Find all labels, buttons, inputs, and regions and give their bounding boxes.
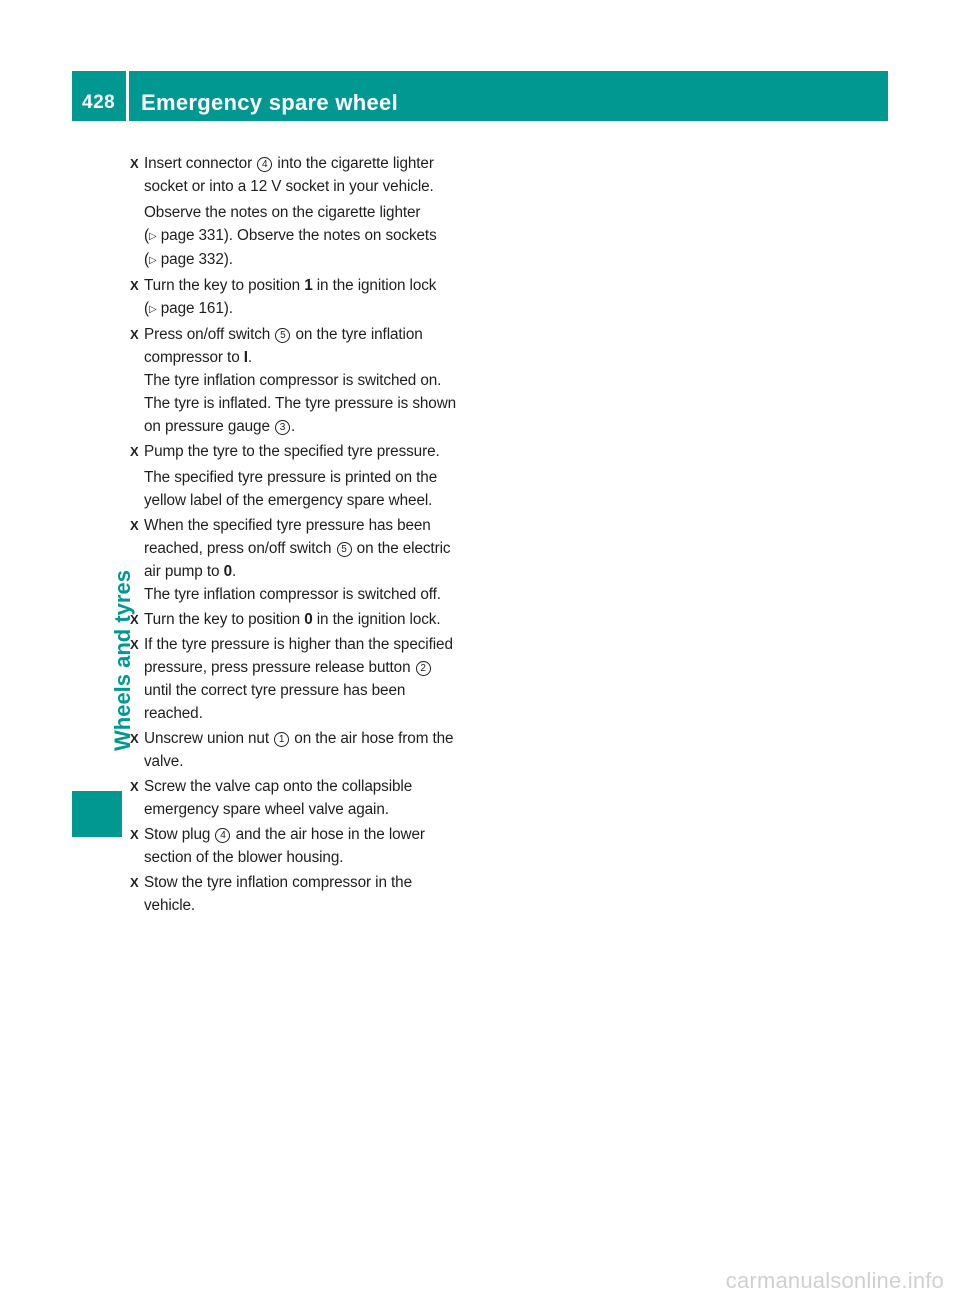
callout-number: 5 xyxy=(275,328,290,343)
page-ref-icon: ▷ xyxy=(149,304,157,315)
step-item xyxy=(130,274,462,321)
step-item xyxy=(130,440,462,512)
callout-number: 4 xyxy=(257,157,272,172)
callout-number: 3 xyxy=(275,420,290,435)
step-note: The specified tyre pressure is printed on the yellow label of the emergency spare wheel. xyxy=(144,469,438,509)
step-item xyxy=(130,871,462,917)
step-item xyxy=(130,775,462,821)
page-ref-link[interactable]: page 331 xyxy=(160,227,224,244)
step-item xyxy=(130,323,462,438)
step-item xyxy=(130,514,462,606)
page-ref-icon: ▷ xyxy=(149,255,157,266)
page-ref-link[interactable]: page 161 xyxy=(160,300,224,317)
watermark: carmanualsonline.info xyxy=(725,1268,944,1293)
step-text: X Press on/off switch 5 on the tyre inflation compressor to I. xyxy=(144,326,423,366)
page-number: 428 xyxy=(82,92,116,113)
step-note: Observe the notes on the cigarette lighter (▷ page 331). Observe the notes on sockets (▷ page 332). xyxy=(144,204,437,268)
page-ref-icon: ▷ xyxy=(149,231,157,242)
callout-number: 2 xyxy=(416,661,431,676)
step-text: X Stow plug 4 and the air hose in the lower section of the blower housing. xyxy=(144,826,425,866)
step-note: The tyre inflation compressor is switched on. The tyre is inflated. The tyre pressure is shown on pressure gauge 3 . xyxy=(144,372,457,435)
step-text: X If the tyre pressure is higher than the specified pressure, press pressure release button 2 until the correct tyre pressure has been reached. xyxy=(144,636,453,722)
side-tab-marker xyxy=(72,791,122,837)
step-item xyxy=(130,823,462,869)
step-text: X Unscrew union nut 1 on the air hose from the valve. xyxy=(144,730,454,770)
step-text: X Pump the tyre to the specified tyre pressure. xyxy=(144,443,440,460)
step-text: X Screw the valve cap onto the collapsible emergency spare wheel valve again. xyxy=(144,778,413,818)
step-item xyxy=(130,633,462,725)
step-note: The tyre inflation compressor is switched off. xyxy=(144,586,441,603)
side-tab-label: Wheels and tyres xyxy=(110,570,135,751)
callout-number: 1 xyxy=(274,732,289,747)
step-item xyxy=(130,727,462,773)
chapter-header xyxy=(72,71,888,121)
instruction-list xyxy=(130,152,462,919)
header-divider xyxy=(126,71,129,121)
step-text: X When the specified tyre pressure has been reached, press on/off switch 5 on the electric air pump to 0. xyxy=(144,517,451,580)
step-text: X Turn the key to position 1 in the ignition lock (▷ page 161). xyxy=(144,277,437,317)
section-title: Emergency spare wheel xyxy=(141,90,398,115)
callout-number: 4 xyxy=(215,828,230,843)
step-item xyxy=(130,152,462,272)
page-ref-link[interactable]: page 332 xyxy=(160,251,224,268)
step-text: X Turn the key to position 0 in the ignition lock. xyxy=(144,611,441,628)
callout-number: 5 xyxy=(337,542,352,557)
step-text: X Insert connector 4 into the cigarette lighter socket or into a 12 V socket in your vehicle. xyxy=(144,155,434,195)
step-item xyxy=(130,608,462,631)
step-text: X Stow the tyre inflation compressor in the vehicle. xyxy=(144,874,412,914)
